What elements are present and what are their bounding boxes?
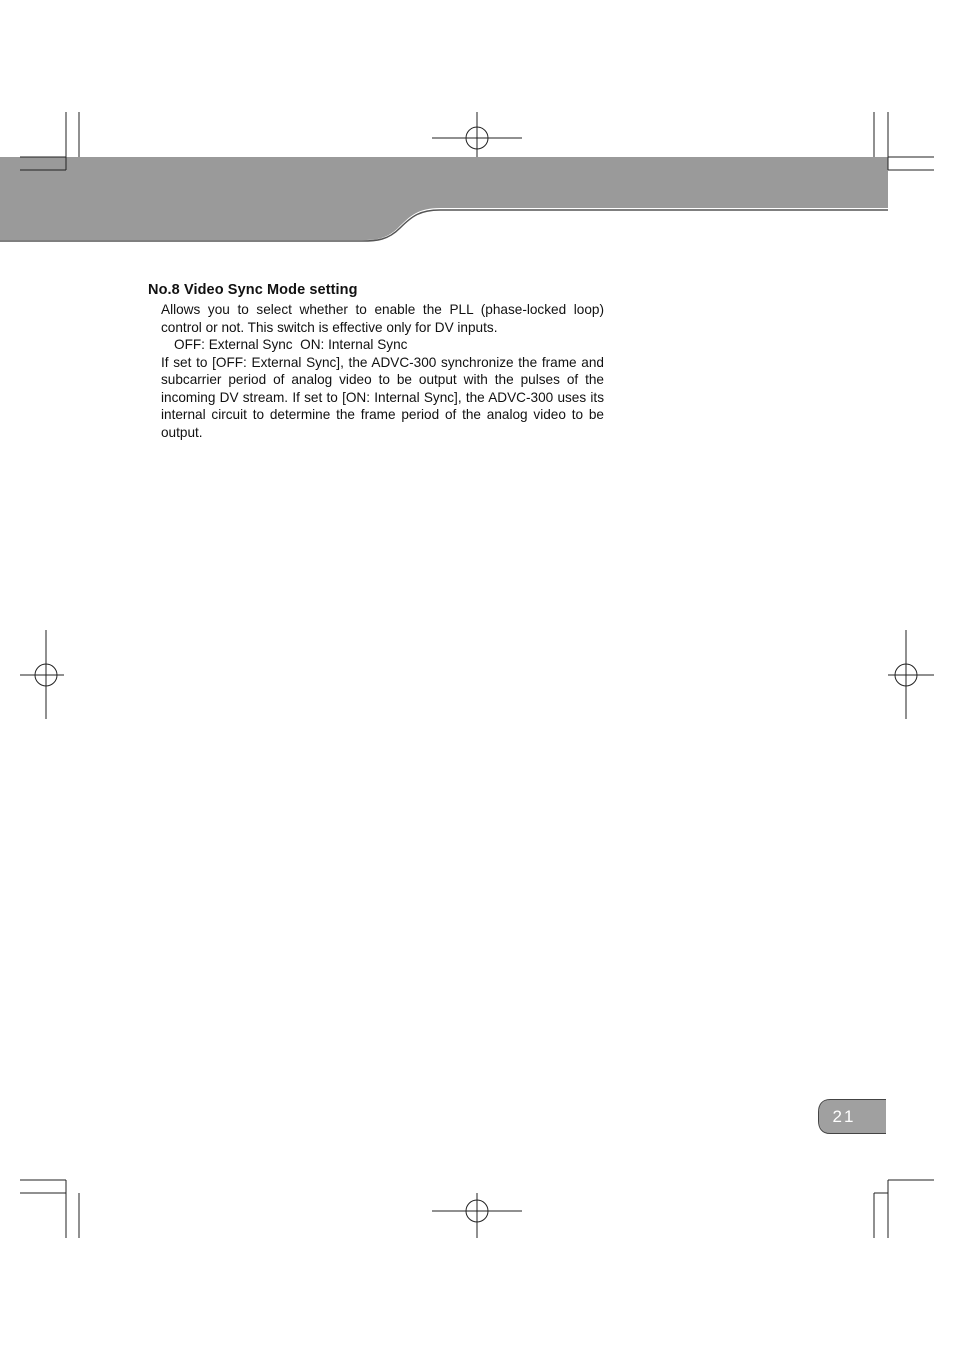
sync-options: OFF: External Sync ON: Internal Sync (174, 337, 408, 352)
page-number: 21 (832, 1107, 856, 1126)
section-title: No.8 Video Sync Mode setting (148, 282, 358, 298)
detail-paragraph: If set to [OFF: External Sync], the ADVC-300 synchronize the frame and subcarrier period of analog video to be output with the pulses of the incoming DV stream. If set to [ON: Internal Sync], the ADVC-300 uses its internal circuit to determine the frame period of the analog video to be output. (161, 354, 604, 440)
main-content (148, 281, 604, 441)
page-number-tab (814, 1095, 890, 1137)
intro-paragraph: Allows you to select whether to enable the PLL (phase-locked loop) control or not. This switch is effective only for DV inputs. (161, 302, 604, 335)
